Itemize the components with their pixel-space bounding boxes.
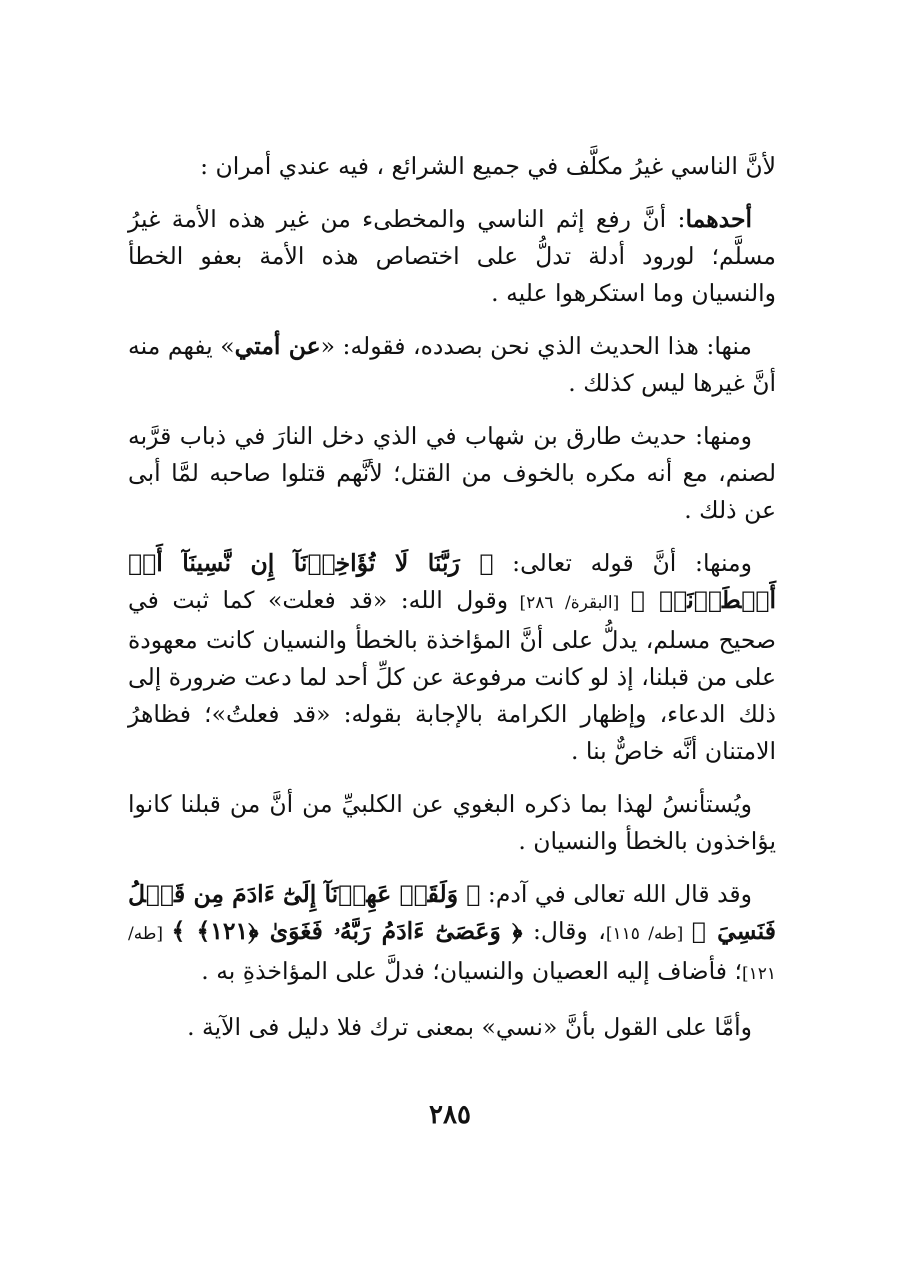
verse-citation: [البقرة/ ٢٨٦] [508,593,631,613]
paragraph-text: ومنها: حديث طارق بن شهاب في الذي دخل النارَ في ذباب قرَّبه لصنم، مع أنه مكره بالخوف من القتل؛ لأنَّهم قتلوا صاحبه لمَّا أبى عن ذلك . [128,422,776,524]
paragraph-2 [128,201,776,312]
quran-verse: ﴿ رَبَّنَا لَا تُؤَاخِذۡنَآ إِن نَّسِينَآ أَوۡ أَخۡطَأۡنَاۚ ﴾ [128,549,776,614]
page-number: ٢٨٥ [429,1100,471,1130]
verse-citation: [طه/ ١٢١] [128,924,776,984]
hadith-quote: عن أمتي [234,332,321,360]
paragraph-text-post: » يفهم منه أنَّ غيرها ليس كذلك . [128,332,776,397]
paragraph-6 [128,786,776,860]
paragraph-lead: أحدهما [685,205,752,233]
paragraph-1 [128,148,776,185]
paragraph-3 [128,328,776,402]
paragraph-4 [128,418,776,529]
paragraph-text: لأنَّ الناسي غيرُ مكلَّف في جميع الشرائع ، فيه عندي أمران : [200,152,776,180]
paragraph-5 [128,545,776,770]
paragraph-text-pre: منها: هذا الحديث الذي نحن بصدده، فقوله: « [320,332,752,360]
paragraph-text-mid: ، وقال: [522,917,606,945]
paragraph-text: ويُستأنسُ لهذا بما ذكره البغوي عن الكلبيِّ من أنَّ من قبلنا كانوا يؤاخذون بالخطأ والنسيان . [128,790,776,855]
paragraph-text-post: ؛ فأضاف إليه العصيان والنسيان؛ فدلَّ على المؤاخذةِ به . [201,957,742,985]
quran-verse: ﴿ وَعَصَىٰٓ ءَادَمُ رَبَّهُۥ فَغَوَىٰ ﴿١٢١﴾ ﴾ [171,917,523,945]
paragraph-text-pre: وقد قال الله تعالى في آدم: [480,880,752,908]
paragraph-text-post: وقول الله: «قد فعلت» كما ثبت في صحيح مسلم، يدلُّ على أنَّ المؤاخذة بالخطأ والنسيان كانت معهودة على من قبلنا، إذ لو كانت مرفوعة عن كلِّ أحد لما دعت ضرورة إلى ذلك الدعاء، وإظهار الكرامة بالإجابة بقوله: «قد فعلتُ»؛ فظاهرُ الامتنان أنَّه خاصٌّ بنا . [128,586,776,765]
page-body [128,148,776,1062]
verse-citation: [طه/ ١١٥] [605,924,692,944]
quran-verse: ﴿ وَلَقَدۡ عَهِدۡنَآ إِلَىٰٓ ءَادَمَ مِن قَبۡلُ فَنَسِيَ ﴾ [128,880,776,945]
paragraph-8 [128,1009,776,1046]
paragraph-text-pre: ومنها: أنَّ قوله تعالى: [493,549,752,577]
paragraph-text: وأمَّا على القول بأنَّ «نسي» بمعنى ترك فلا دليل فى الآية . [187,1013,752,1041]
paragraph-7 [128,876,776,993]
paragraph-text: : أنَّ رفع إثم الناسي والمخطىء من غير هذه الأمة غيرُ مسلَّم؛ لورود أدلة تدلُّ على اختصاص هذه الأمة بعفو الخطأ والنسيان وما استكرهوا عليه . [128,205,776,307]
